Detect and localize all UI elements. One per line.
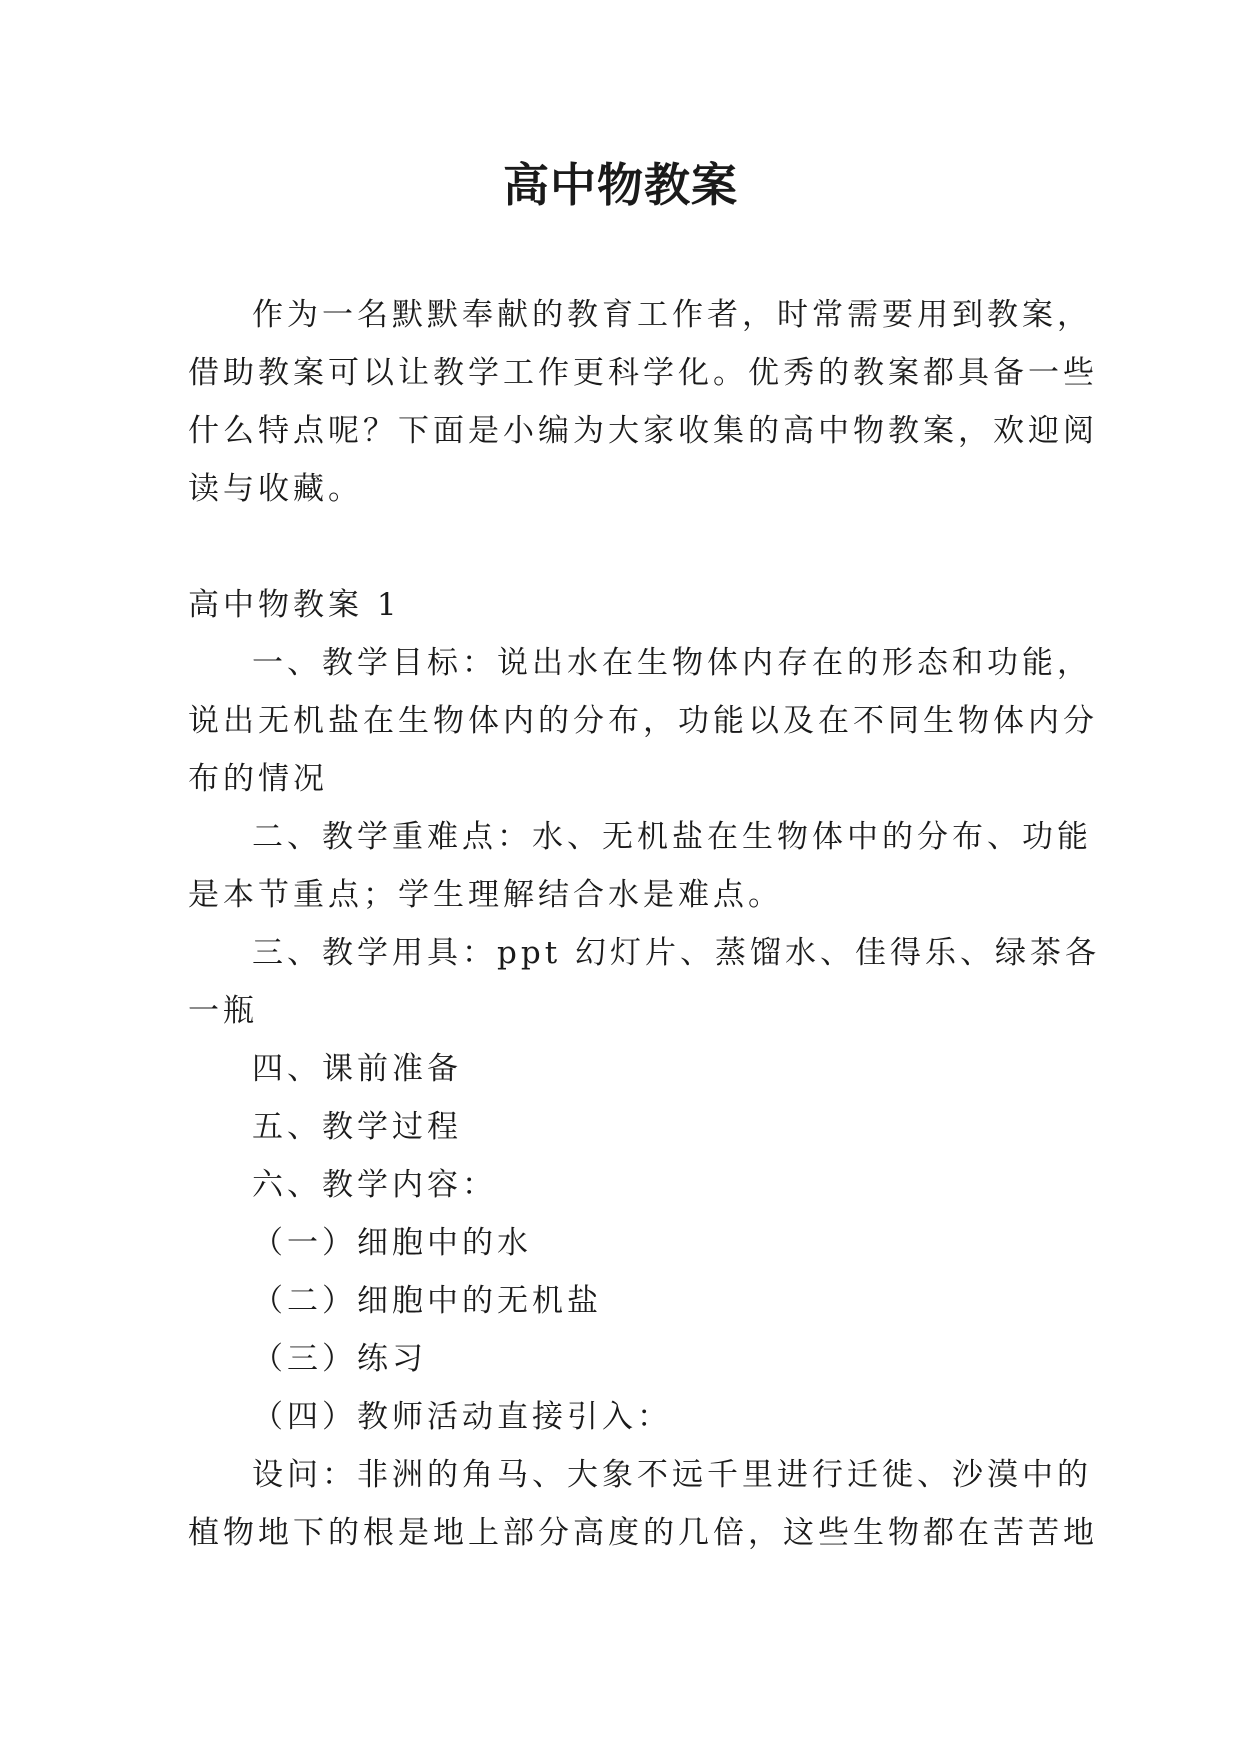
intro-line-3: 什么特点呢？下面是小编为大家收集的高中物教案，欢迎阅 bbox=[188, 413, 1098, 449]
sub-item-salt-text: （二）细胞中的无机盐 bbox=[252, 1283, 602, 1319]
intro-line-2: 借助教案可以让教学工作更科学化。优秀的教案都具备一些 bbox=[188, 355, 1098, 391]
item-prep-text: 四、课前准备 bbox=[252, 1051, 462, 1087]
intro-paragraph bbox=[188, 286, 1098, 518]
key-points-line-2: 是本节重点；学生理解结合水是难点。 bbox=[188, 877, 783, 913]
sub-item-teacher-text: （四）教师活动直接引入： bbox=[252, 1399, 672, 1435]
question-line-1: 设问：非洲的角马、大象不远千里进行迁徙、沙漠中的 bbox=[252, 1457, 1092, 1493]
objective-line-2: 说出无机盐在生物体内的分布，功能以及在不同生物体内分 bbox=[188, 703, 1098, 739]
tools-line-2: 一瓶 bbox=[188, 993, 258, 1029]
paragraph-gap bbox=[188, 518, 1056, 576]
key-points-line-1: 二、教学重难点：水、无机盐在生物体中的分布、功能 bbox=[252, 819, 1092, 855]
objective-line-1: 一、教学目标：说出水在生物体内存在的形态和功能， bbox=[252, 645, 1092, 681]
objective-paragraph bbox=[188, 634, 1098, 808]
question-paragraph bbox=[188, 1446, 1098, 1562]
item-process-text: 五、教学过程 bbox=[252, 1109, 462, 1145]
sub-item-water-text: （一）细胞中的水 bbox=[252, 1225, 532, 1261]
item-content bbox=[188, 1156, 1056, 1214]
sub-item-teacher bbox=[188, 1388, 1056, 1446]
sub-item-water bbox=[188, 1214, 1056, 1272]
intro-line-4: 读与收藏。 bbox=[188, 471, 363, 507]
sub-item-practice bbox=[188, 1330, 1056, 1388]
item-prep bbox=[188, 1040, 1056, 1098]
sub-item-practice-text: （三）练习 bbox=[252, 1341, 427, 1377]
objective-line-3: 布的情况 bbox=[188, 761, 328, 797]
document-body bbox=[188, 286, 1100, 1562]
tools-line-1: 三、教学用具：ppt 幻灯片、蒸馏水、佳得乐、绿茶各 bbox=[252, 935, 1100, 971]
tools-paragraph bbox=[188, 924, 1100, 1040]
key-points-paragraph bbox=[188, 808, 1092, 924]
section-heading bbox=[188, 576, 1056, 634]
question-line-2: 植物地下的根是地上部分高度的几倍，这些生物都在苦苦地 bbox=[188, 1515, 1098, 1551]
item-content-text: 六、教学内容： bbox=[252, 1167, 497, 1203]
sub-item-salt bbox=[188, 1272, 1056, 1330]
section-heading-text: 高中物教案 1 bbox=[188, 587, 401, 623]
intro-line-1: 作为一名默默奉献的教育工作者，时常需要用到教案， bbox=[252, 297, 1092, 333]
item-process bbox=[188, 1098, 1056, 1156]
document-title: 高中物教案 bbox=[503, 158, 738, 212]
